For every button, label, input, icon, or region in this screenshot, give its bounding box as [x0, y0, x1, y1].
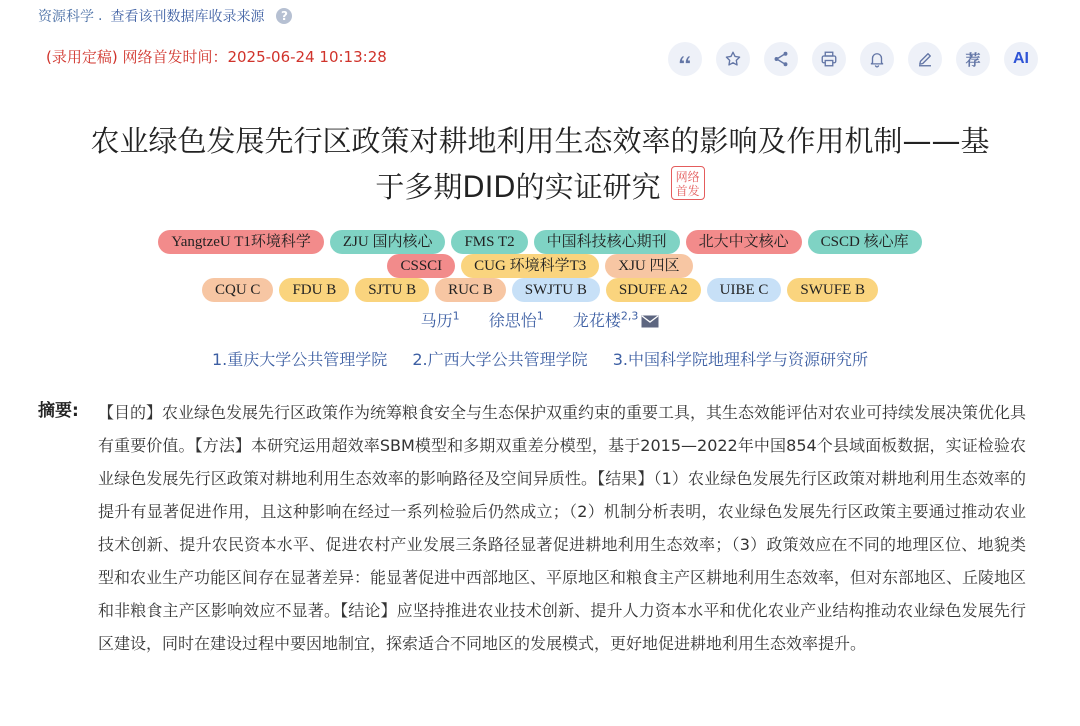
index-badge[interactable]: XJU 四区 [605, 254, 692, 278]
index-badge[interactable]: SJTU B [355, 278, 429, 302]
affiliation-link[interactable]: 2.广西大学公共管理学院 [412, 350, 588, 369]
index-badge[interactable]: YangtzeU T1环境科学 [158, 230, 323, 254]
share-button[interactable] [764, 42, 798, 76]
share-icon [772, 50, 790, 68]
online-first-stamp: 网络首发 [671, 166, 705, 200]
title-line-2 [30, 164, 1050, 210]
printer-icon [820, 50, 838, 68]
index-badge[interactable]: FDU B [279, 278, 349, 302]
index-badges-row-1 [60, 230, 1020, 254]
author-link[interactable]: 马历$^1$ [420, 309, 460, 330]
database-source-link[interactable]: 查看该刊数据库收录来源 [110, 9, 265, 25]
cite-button[interactable] [668, 42, 702, 76]
index-badge[interactable]: 北大中文核心 [686, 230, 802, 254]
help-icon[interactable]: ? [276, 8, 292, 24]
affiliation-list [0, 347, 1080, 370]
index-badges-row-3 [60, 278, 1020, 302]
index-badge[interactable]: 中国科技核心期刊 [534, 230, 680, 254]
author-link[interactable]: 徐思怡$^1$ [488, 309, 544, 330]
index-badge[interactable]: CQU C [202, 278, 273, 302]
index-badges-row-2 [60, 254, 1020, 278]
index-badge[interactable]: ZJU 国内核心 [330, 230, 446, 254]
title-line-1: 农业绿色发展先行区政策对耕地利用生态效率的影响及作用机制——基 [90, 124, 990, 158]
print-button[interactable] [812, 42, 846, 76]
index-badge[interactable]: CSCD 核心库 [808, 230, 922, 254]
index-badge[interactable]: CSSCI [387, 254, 455, 278]
author-link[interactable]: 龙花楼$^{2,3}$ [573, 311, 660, 330]
notify-button[interactable] [860, 42, 894, 76]
online-first-time: (录用定稿) 网络首发时间：2025-06-24 10:13:28 [46, 48, 387, 66]
ai-label: AI [1013, 50, 1029, 67]
favorite-button[interactable] [716, 42, 750, 76]
abstract-label: 摘要: [38, 401, 79, 421]
ai-button[interactable] [1004, 42, 1038, 76]
article-toolbar [668, 42, 1038, 76]
note-button[interactable] [908, 42, 942, 76]
index-badge[interactable]: RUC B [435, 278, 506, 302]
source-separator: . [98, 8, 103, 24]
index-badge[interactable]: SDUFE A2 [606, 278, 701, 302]
mail-icon[interactable] [641, 315, 659, 328]
title-line-2-text: 于多期DID的实证研究 [375, 170, 661, 204]
affiliation-link[interactable]: 1.重庆大学公共管理学院 [211, 350, 388, 369]
affiliation-link[interactable]: 3.中国科学院地理科学与资源研究所 [612, 350, 869, 369]
author-list [0, 308, 1080, 331]
star-icon [724, 50, 742, 68]
abstract-text: 【目的】农业绿色发展先行区政策作为统筹粮食安全与生态保护双重约束的重要工具，其生态效能评估对农业可持续发展决策优化具有重要价值。【方法】本研究运用超效率SBM模型和多期双重差分模型，基于2015—2022年中国854个县域面板数据，实证检验农业绿色发展先行区政策对耕地利用生态效率的影响路径及空间异质性。【结果】（1）农业绿色发展先行区政策对耕地利用生态效率的提升有显著促进作用，且这种影响在经过一系列检验后仍然成立；（2）机制分析表明，农业绿色发展先行区政策主要通过推动农业技术创新、提升农民资本水平、促进农村产业发展三条路径显著促进耕地利用生态效率；（3）政策效应在不同的地理区位、地貌类型和农业生产功能区间存在显著差异：能显著促进中西部地区、平原地区和粮食主产区耕地利用生态效率，但对东部地区、丘陵地区和非粮食主产区影响效应不显著。【结论】应坚持推进农业技术创新、提升人力资本水平和优化农业产业结构推动农业绿色发展先行区建设，同时在建设过程中要因地制宜，探索适合不同地区的发展模式，更好地促进耕地利用生态效率提升。 [98, 403, 1027, 653]
article-title [30, 118, 1050, 210]
recommend-button[interactable] [956, 42, 990, 76]
quote-icon [676, 50, 694, 68]
recommend-label: 荐 [965, 50, 981, 69]
bell-icon [868, 50, 886, 68]
journal-name[interactable]: 资源科学 [38, 9, 94, 25]
source-bar [38, 6, 292, 26]
index-badge[interactable]: FMS T2 [451, 230, 527, 254]
index-badge[interactable]: SWUFE B [787, 278, 878, 302]
index-badge[interactable]: UIBE C [707, 278, 782, 302]
index-badge[interactable]: SWJTU B [512, 278, 600, 302]
pencil-icon [916, 50, 934, 68]
index-badge[interactable]: CUG 环境科学T3 [461, 254, 599, 278]
